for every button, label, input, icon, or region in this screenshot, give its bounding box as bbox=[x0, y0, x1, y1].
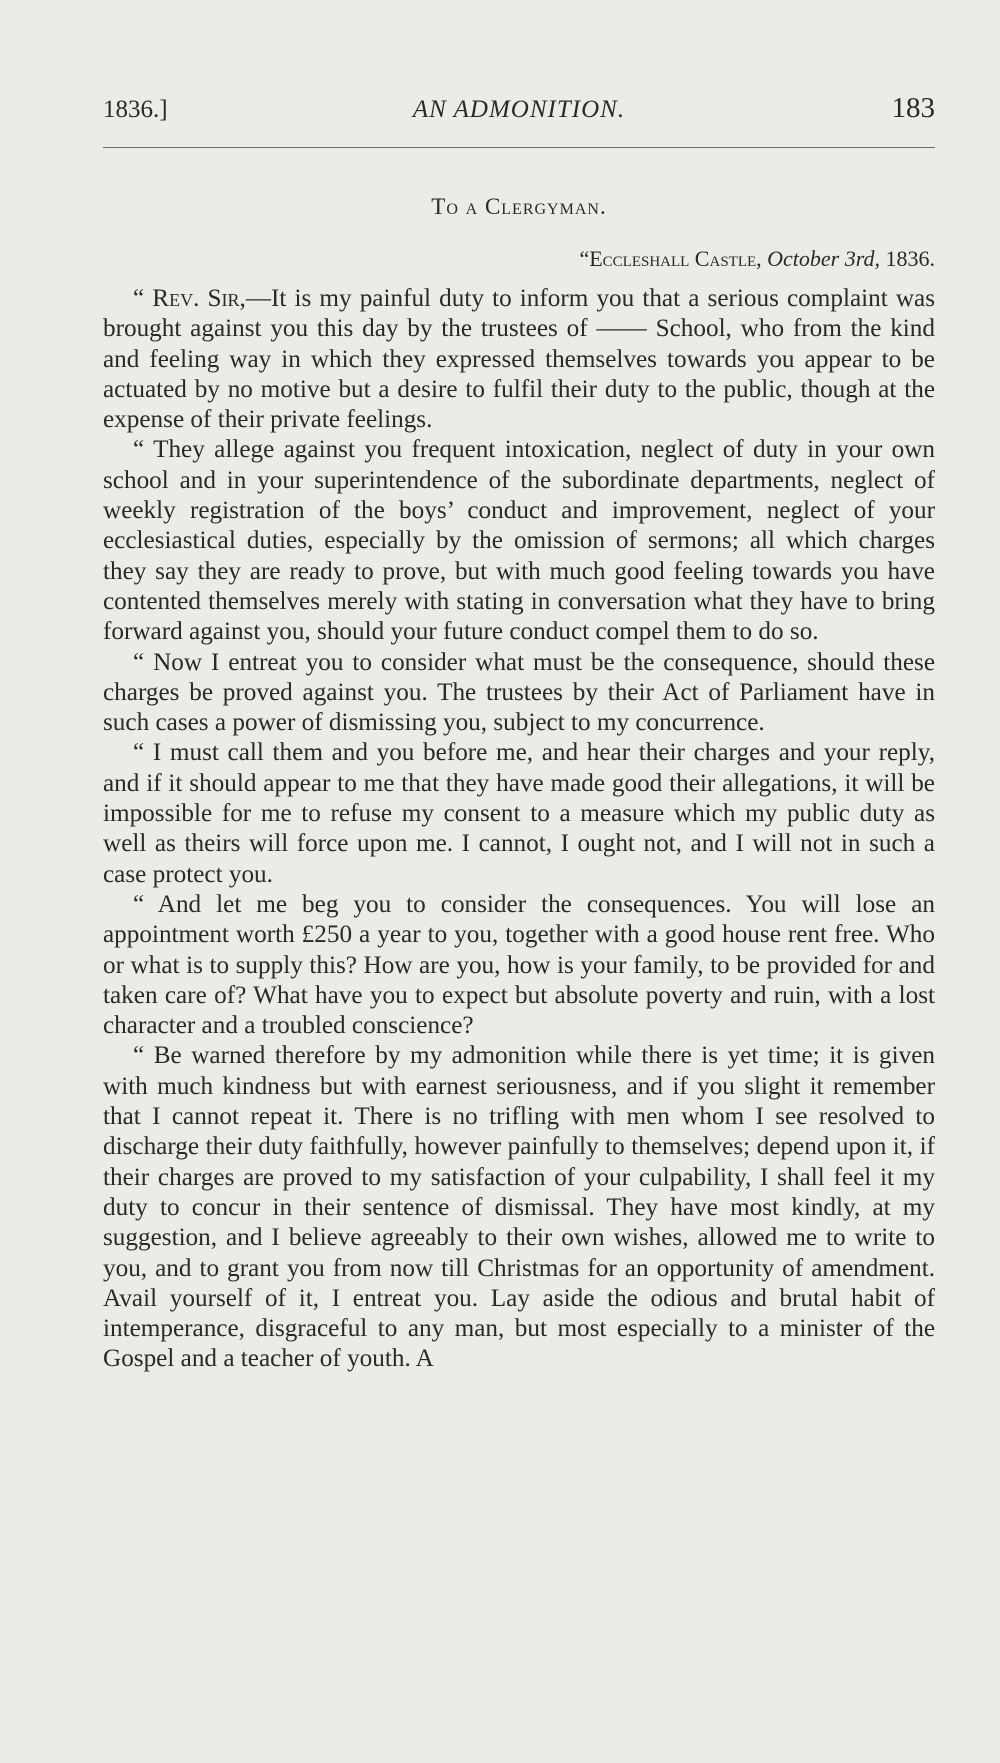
running-head-year: 1836.] bbox=[103, 96, 168, 123]
dateline-year: 1836. bbox=[885, 246, 935, 271]
paragraph-1-text: —It is my painful duty to inform you that a serious complaint was brought against you this day by the trustees of —— School, who from the kind and feeling way in which they expressed themselves towards you appear to be actuated by no motive but a desire to fulfil their duty to the public, though at the expense of their private feelings. bbox=[103, 285, 935, 434]
running-head-title: AN ADMONITION. bbox=[412, 96, 626, 123]
paragraph-4: “ I must call them and you before me, and hear their charges and your reply, and if it should appear to me that they have made good their allegations, it will be impossible for me to refuse my consent to a measure which my public duty as well as theirs will force upon me. I cannot, I ought not, and I will not in such a case protect you. bbox=[103, 739, 935, 888]
letter-body bbox=[103, 284, 935, 1375]
paragraph-2: “ They allege against you frequent intoxication, neglect of duty in your own school and in your superintendence of the subordinate departments, neglect of weekly registration of the boys’ conduct and improvement, neglect of your ecclesiastical duties, especially by the omission of sermons; all which charges they say they are ready to prove, but with much good feeling towards you have contented themselves merely with stating in conversation what they have to bring forward against you, should your future conduct compel them to do so. bbox=[103, 436, 935, 646]
paragraph-6: “ Be warned therefore by my admonition while there is yet time; it is given with much kindness but with earnest seriousness, and if you slight it remember that I cannot repeat it. There is no trifling with men whom I see resolved to discharge their duty faithfully, however painfully to themselves; depend upon it, if their charges are proved to my satisfaction of your culpability, I shall feel it my duty to concur in their sentence of dismissal. They have most kindly, at my suggestion, and I believe agreeably to their own wishes, allowed me to write to you, and to grant you from now till Christmas for an opportunity of amendment. Avail yourself of it, I entreat you. Lay aside the odious and brutal habit of intemperance, disgraceful to any man, but most especially to a minister of the Gospel and a teacher of youth. A bbox=[103, 1042, 935, 1373]
dateline-date: October 3rd, bbox=[767, 246, 880, 271]
page-number: 183 bbox=[891, 92, 935, 124]
paragraph-5: “ And let me beg you to consider the consequences. You will lose an appointment worth £250 a year to you, together with a good house rent free. Who or what is to supply this? How are you, how is your family, to be provided for and taken care of? What have you to expect but absolute poverty and ruin, with a lost character and a troubled conscience? bbox=[103, 890, 935, 1040]
salutation: “ Rev. Sir, bbox=[133, 285, 246, 312]
paragraph-3: “ Now I entreat you to consider what must be the consequence, should these charges be proved against you. The trustees by their Act of Parliament have in such cases a power of dismissing you, subject to my concurrence. bbox=[103, 648, 935, 737]
paragraph-1 bbox=[103, 284, 935, 435]
letter-dateline bbox=[103, 246, 935, 272]
header-rule bbox=[103, 147, 935, 148]
dateline-place: “Eccleshall Castle, bbox=[579, 246, 762, 271]
running-head bbox=[103, 92, 935, 132]
letter-heading: To a Clergyman. bbox=[431, 194, 607, 219]
